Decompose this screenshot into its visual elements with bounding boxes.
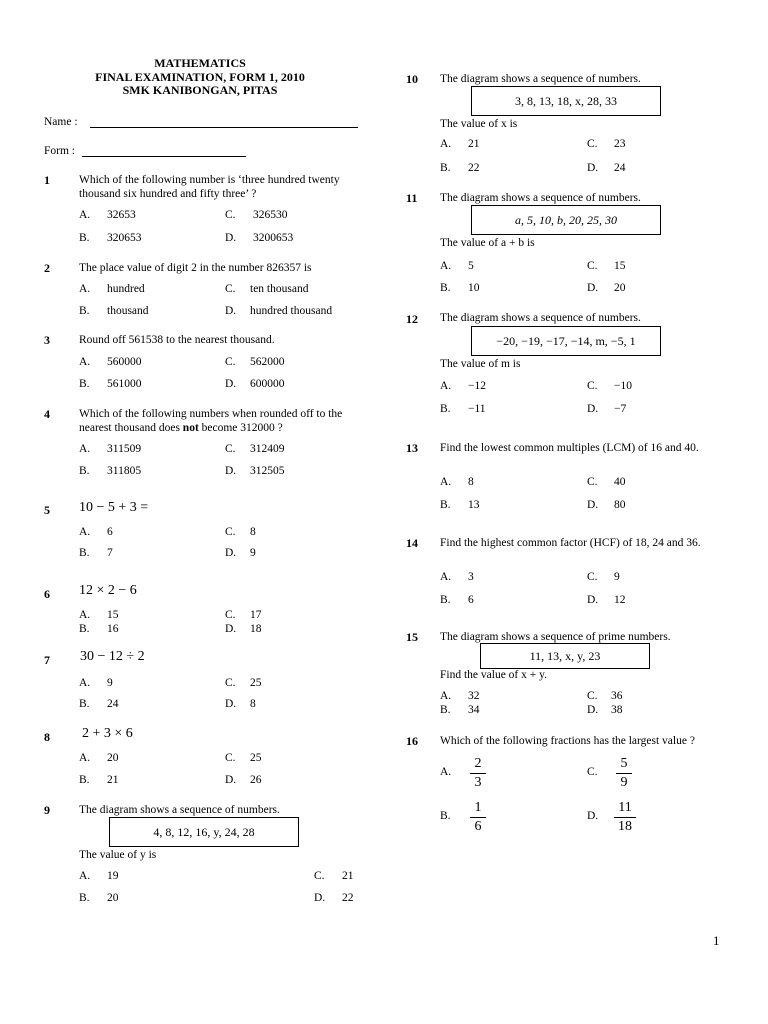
option-label: D. <box>587 499 599 511</box>
option-label: B. <box>79 774 90 786</box>
option-label: A. <box>440 380 452 392</box>
option-value: 26 <box>250 774 262 786</box>
option-label: A. <box>440 571 452 583</box>
question-number: 12 <box>406 312 418 326</box>
question-subtext: The value of m is <box>440 358 521 370</box>
question-number: 2 <box>44 261 50 275</box>
question-number: 3 <box>44 333 50 347</box>
emphasis-not: not <box>182 422 199 434</box>
option-value: 40 <box>614 476 626 488</box>
question-number: 5 <box>44 503 50 517</box>
option-value: −12 <box>468 380 486 392</box>
option-label: C. <box>587 571 598 583</box>
option-value: −7 <box>614 403 627 415</box>
option-value: 6 <box>468 594 474 606</box>
fraction-eleven-eighteenths <box>614 800 636 834</box>
option-label: B. <box>440 704 451 716</box>
option-label: B. <box>79 465 90 477</box>
page-number: 1 <box>713 933 720 948</box>
option-label: A. <box>79 870 91 882</box>
option-label: C. <box>587 380 598 392</box>
option-value: 3 <box>468 571 474 583</box>
option-label: C. <box>225 356 236 368</box>
option-label: D. <box>587 282 599 294</box>
option-value: 326530 <box>253 209 288 221</box>
fraction-two-thirds <box>470 756 486 790</box>
question-subtext: The value of y is <box>79 849 157 861</box>
option-value: 19 <box>107 870 119 882</box>
subject-title: MATHEMATICS <box>154 56 246 70</box>
option-label: D. <box>225 698 237 710</box>
question-number: 8 <box>44 730 50 744</box>
option-label: D. <box>225 774 237 786</box>
option-value: 8 <box>468 476 474 488</box>
option-value: hundred <box>107 283 145 295</box>
option-value: 6 <box>107 526 113 538</box>
option-label: A. <box>79 609 91 621</box>
option-label: C. <box>587 476 598 488</box>
option-label: A. <box>79 283 91 295</box>
question-text: Find the highest common factor (HCF) of 18, 24 and 36. <box>440 537 701 549</box>
numerator: 2 <box>474 756 482 771</box>
option-value: 25 <box>250 752 262 764</box>
sequence-box: 11, 13, x, y, 23 <box>480 643 650 669</box>
option-label: A. <box>79 752 91 764</box>
option-label: B. <box>79 547 90 559</box>
option-label: D. <box>225 623 237 635</box>
option-label: A. <box>79 209 91 221</box>
option-label: B. <box>79 305 90 317</box>
question-subtext: The value of x is <box>440 118 518 130</box>
option-value: 21 <box>107 774 119 786</box>
sequence-box: a, 5, 10, b, 20, 25, 30 <box>471 205 661 235</box>
option-value: 8 <box>250 698 256 710</box>
option-label: D. <box>314 892 326 904</box>
question-number: 6 <box>44 587 50 601</box>
exam-header <box>40 57 360 98</box>
option-label: B. <box>79 698 90 710</box>
option-value: 22 <box>468 162 480 174</box>
question-text: The diagram shows a sequence of numbers. <box>79 804 280 816</box>
form-label: Form : <box>44 145 75 157</box>
denominator: 9 <box>620 775 628 790</box>
question-text: Round off 561538 to the nearest thousand. <box>79 334 275 346</box>
sequence-box: 3, 8, 13, 18, x, 28, 33 <box>471 86 661 116</box>
option-value: 312409 <box>250 443 285 455</box>
option-label: D. <box>587 403 599 415</box>
option-value: 25 <box>250 677 262 689</box>
question-number: 16 <box>406 734 418 748</box>
option-value: 10 <box>468 282 480 294</box>
option-value: 3200653 <box>253 232 294 244</box>
question-number: 4 <box>44 407 50 421</box>
option-label: D. <box>225 547 237 559</box>
denominator: 6 <box>474 819 482 834</box>
option-label: A. <box>440 138 452 150</box>
option-label: C. <box>587 138 598 150</box>
fraction-five-ninths <box>616 756 632 790</box>
option-value: 600000 <box>250 378 285 390</box>
option-label: C. <box>225 443 236 455</box>
denominator: 3 <box>474 775 482 790</box>
option-value: 561000 <box>107 378 142 390</box>
option-label: C. <box>587 260 598 272</box>
option-value: 15 <box>614 260 626 272</box>
option-value: 9 <box>250 547 256 559</box>
question-number: 14 <box>406 536 418 550</box>
question-subtext: The value of a + b is <box>440 237 535 249</box>
option-value: 36 <box>611 690 623 702</box>
option-label: C. <box>225 677 236 689</box>
fraction-one-sixth <box>470 800 486 834</box>
option-value: 12 <box>614 594 626 606</box>
name-field[interactable] <box>90 127 358 128</box>
option-label: C. <box>225 752 236 764</box>
option-label: D. <box>587 810 599 822</box>
math-expression: 12 × 2 − 6 <box>79 583 137 598</box>
question-number: 9 <box>44 803 50 817</box>
question-text: The diagram shows a sequence of numbers. <box>440 192 641 204</box>
option-label: B. <box>440 162 451 174</box>
option-value: 20 <box>107 752 119 764</box>
option-value: hundred thousand <box>250 305 333 317</box>
option-value: 21 <box>342 870 354 882</box>
option-label: A. <box>440 766 452 778</box>
option-value: 23 <box>614 138 626 150</box>
option-value: 24 <box>614 162 626 174</box>
option-label: B. <box>440 810 451 822</box>
option-value: 22 <box>342 892 354 904</box>
option-label: D. <box>225 232 237 244</box>
exam-title: FINAL EXAMINATION, FORM 1, 2010 <box>95 69 305 84</box>
numerator: 5 <box>620 756 628 771</box>
option-label: A. <box>79 443 91 455</box>
denominator: 18 <box>618 819 632 834</box>
option-value: 20 <box>107 892 119 904</box>
math-expression: 2 + 3 × 6 <box>82 726 133 741</box>
option-label: C. <box>225 283 236 295</box>
option-label: B. <box>440 403 451 415</box>
option-value: 9 <box>107 677 113 689</box>
option-label: B. <box>79 232 90 244</box>
option-value: 312505 <box>250 465 285 477</box>
math-expression: 30 − 12 ÷ 2 <box>80 649 145 664</box>
option-value: 15 <box>107 609 119 621</box>
option-label: C. <box>225 209 236 221</box>
option-label: B. <box>79 623 90 635</box>
sequence-box: −20, −19, −17, −14, m, −5, 1 <box>471 326 661 356</box>
question-number: 10 <box>406 72 418 86</box>
option-label: A. <box>79 677 91 689</box>
option-label: B. <box>440 282 451 294</box>
question-number: 13 <box>406 441 418 455</box>
option-label: C. <box>587 690 598 702</box>
option-label: D. <box>225 465 237 477</box>
option-value: 311509 <box>107 443 142 455</box>
option-label: B. <box>440 594 451 606</box>
option-value: 13 <box>468 499 480 511</box>
math-expression: 10 − 5 + 3 = <box>79 500 149 515</box>
question-text: The diagram shows a sequence of prime numbers. <box>440 631 671 643</box>
option-label: C. <box>225 526 236 538</box>
question-number: 7 <box>44 653 50 667</box>
option-label: A. <box>79 356 91 368</box>
option-value: 24 <box>107 698 119 710</box>
question-number: 15 <box>406 630 418 644</box>
name-label: Name : <box>44 116 78 128</box>
option-label: A. <box>440 476 452 488</box>
option-value: 18 <box>250 623 262 635</box>
option-value: 320653 <box>107 232 142 244</box>
option-value: 80 <box>614 499 626 511</box>
question-number: 11 <box>406 191 418 205</box>
question-text: Which of the following numbers when rounded off to the nearest thousand does not become 312000 ? <box>79 408 343 434</box>
option-value: 34 <box>468 704 480 716</box>
numerator: 1 <box>474 800 482 815</box>
option-value: 32653 <box>107 209 136 221</box>
option-value: −11 <box>468 403 486 415</box>
option-value: 17 <box>250 609 262 621</box>
option-value: 21 <box>468 138 480 150</box>
question-subtext: Find the value of x + y. <box>440 669 547 681</box>
option-value: 9 <box>614 571 620 583</box>
option-label: A. <box>79 526 91 538</box>
option-value: 5 <box>468 260 474 272</box>
option-value: 8 <box>250 526 256 538</box>
option-value: 311805 <box>107 465 142 477</box>
option-value: 38 <box>611 704 623 716</box>
option-label: D. <box>587 162 599 174</box>
option-label: D. <box>587 704 599 716</box>
option-value: 20 <box>614 282 626 294</box>
option-value: ten thousand <box>250 283 309 295</box>
option-label: C. <box>314 870 325 882</box>
option-label: B. <box>79 378 90 390</box>
option-label: D. <box>225 305 237 317</box>
option-label: D. <box>225 378 237 390</box>
question-text: The diagram shows a sequence of numbers. <box>440 312 641 324</box>
sequence-box: 4, 8, 12, 16, y, 24, 28 <box>109 817 299 847</box>
option-label: C. <box>587 766 598 778</box>
option-label: A. <box>440 260 452 272</box>
option-label: C. <box>225 609 236 621</box>
question-text: Find the lowest common multiples (LCM) of 16 and 40. <box>440 442 699 454</box>
numerator: 11 <box>618 800 632 815</box>
form-field[interactable] <box>82 156 246 157</box>
question-text: Which of the following fractions has the largest value ? <box>440 735 695 747</box>
option-label: D. <box>587 594 599 606</box>
question-text: The diagram shows a sequence of numbers. <box>440 73 641 85</box>
option-value: −10 <box>614 380 632 392</box>
option-value: 560000 <box>107 356 142 368</box>
option-value: 32 <box>468 690 480 702</box>
school-name: SMK KANIBONGAN, PITAS <box>122 83 278 97</box>
option-value: 7 <box>107 547 113 559</box>
question-text: The place value of digit 2 in the number 826357 is <box>79 262 312 274</box>
question-text: Which of the following number is ‘three hundred twenty thousand six hundred and fifty three’ ? <box>79 174 340 200</box>
option-value: 562000 <box>250 356 285 368</box>
question-number: 1 <box>44 173 50 187</box>
option-label: B. <box>440 499 451 511</box>
option-value: 16 <box>107 623 119 635</box>
option-value: thousand <box>107 305 149 317</box>
option-label: B. <box>79 892 90 904</box>
option-label: A. <box>440 690 452 702</box>
